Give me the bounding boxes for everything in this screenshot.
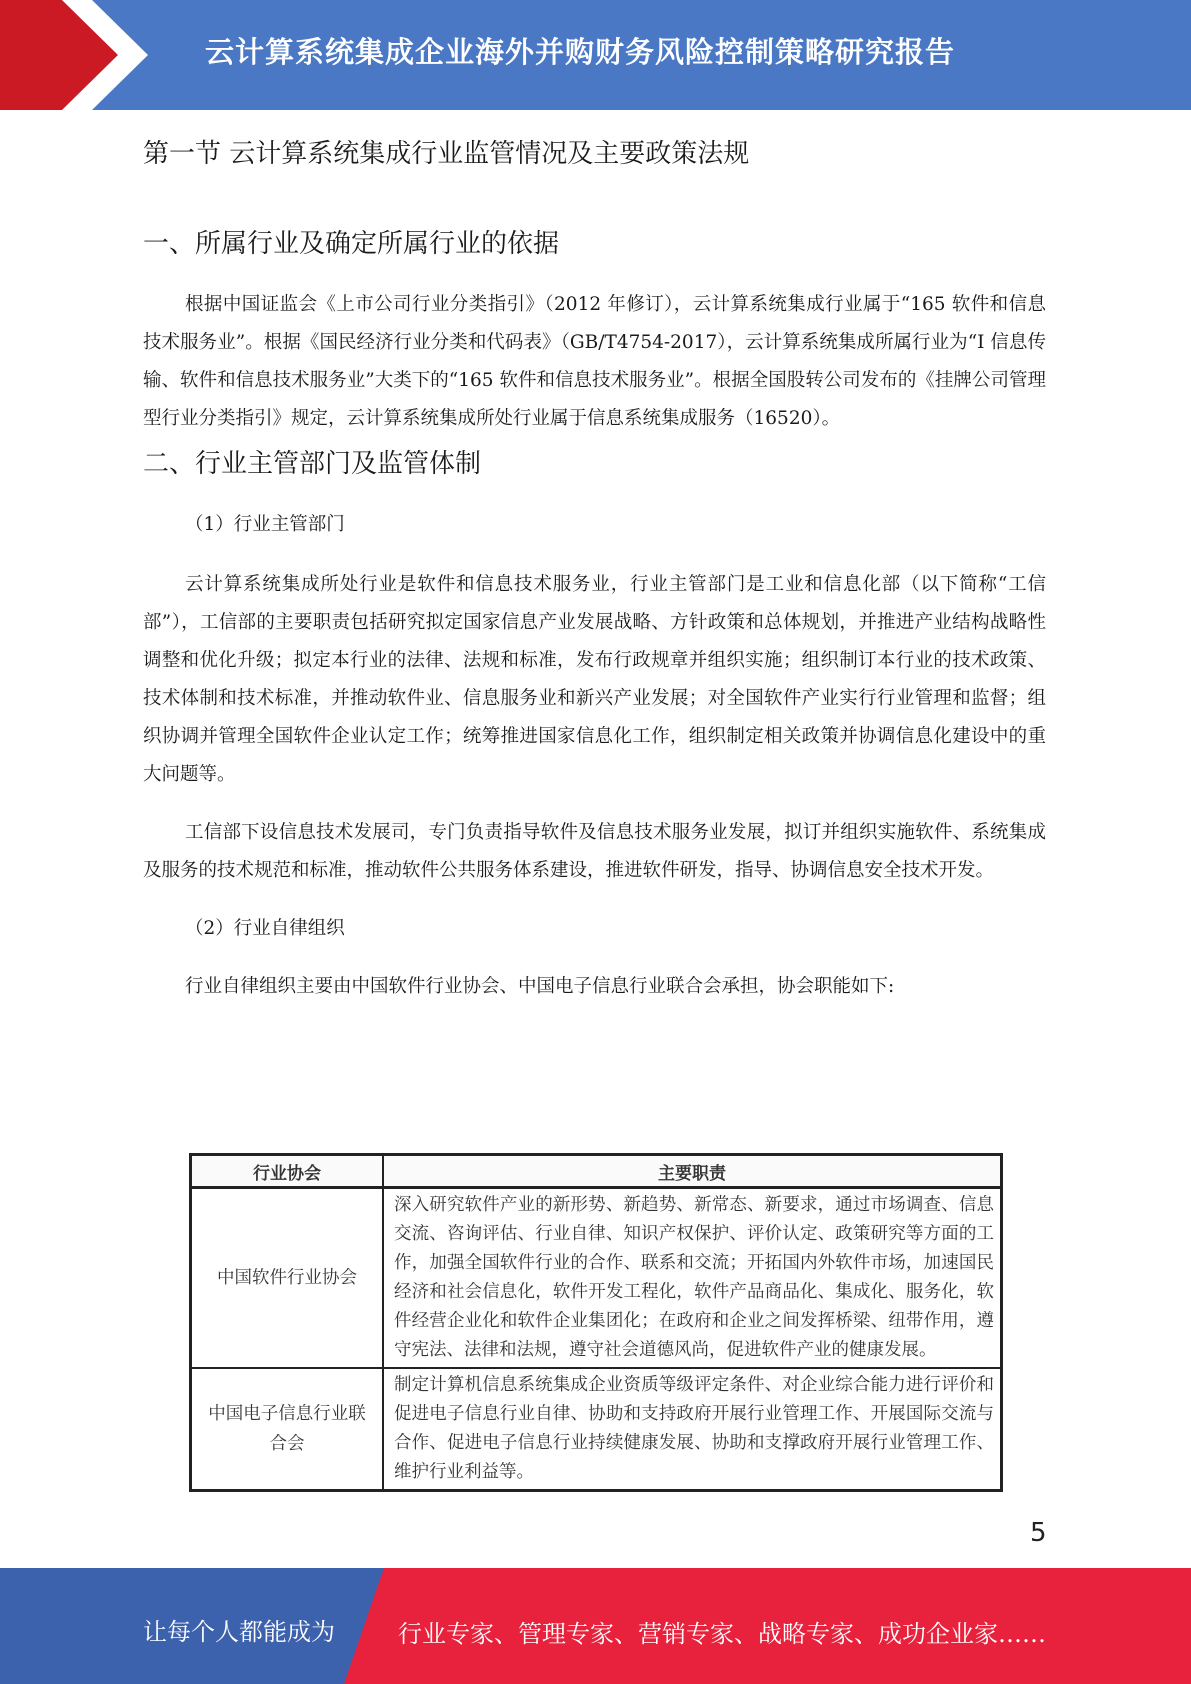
- table-header-row: [191, 1155, 1002, 1188]
- paragraph-authority: 云计算系统集成所处行业是软件和信息技术服务业，行业主管部门是工业和信息化部（以下简称“工信部”），工信部的主要职责包括研究拟定国家信息产业发展战略、方针政策和总体规划，并推进产业结构战略性调整和优化升级；拟定本行业的法律、法规和标准，发布行政规章并组织实施；组织制订本行业的技术政策、技术体制和技术标准，并推动软件业、信息服务业和新兴产业发展；对全国软件产业实行行业管理和监督；组织协调并管理全国软件企业认定工作；统筹推进国家信息化工作，组织制定相关政策并协调信息化建设中的重大问题等。: [143, 574, 1046, 785]
- report-title: 云计算系统集成企业海外并购财务风险控制策略研究报告: [205, 35, 956, 69]
- heading-part2: 二、行业主管部门及监管体制: [143, 449, 482, 479]
- footer-slogan-left: 让每个人都能成为: [143, 1618, 335, 1646]
- association-name: 中国软件行业协会: [191, 1188, 384, 1369]
- table-row: [191, 1188, 1002, 1369]
- paragraph-associations-intro: 行业自律组织主要由中国软件行业协会、中国电子信息行业联合会承担，协会职能如下:: [185, 976, 895, 997]
- paragraph-industry-basis: 根据中国证监会《上市公司行业分类指引》（2012 年修订），云计算系统集成行业属于“165 软件和信息技术服务业”。根据《国民经济行业分类和代码表》（GB/T4754-2017），云计算系统集成所属行业为“I 信息传输、软件和信息技术服务业”大类下的“165 软件和信息技术服务业”。根据全国股转公司发布的《挂牌公司管理型行业分类指引》规定，云计算系统集成所处行业属于信息系统集成服务（16520）。: [143, 294, 1046, 429]
- association-duty: 制定计算机信息系统集成企业资质等级评定条件、对企业综合能力进行评价和促进电子信息行业自律、协助和支持政府开展行业管理工作、开展国际交流与合作、促进电子信息行业持续健康发展、协助和支撑政府开展行业管理工作、维护行业利益等。: [383, 1368, 1002, 1491]
- subheading-self-regulatory: （2）行业自律组织: [185, 918, 345, 939]
- footer-slogan-right: 行业专家、管理专家、营销专家、战略专家、成功企业家……: [398, 1620, 1046, 1648]
- table-header-duties: 主要职责: [383, 1155, 1002, 1188]
- subheading-authority: （1）行业主管部门: [185, 514, 345, 535]
- section-title: 第一节 云计算系统集成行业监管情况及主要政策法规: [143, 139, 750, 169]
- heading-part1: 一、所属行业及确定所属行业的依据: [143, 229, 560, 259]
- document-body: [143, 130, 1046, 1006]
- association-name: 中国电子信息行业联合会: [191, 1368, 384, 1491]
- table-header-association: 行业协会: [191, 1155, 384, 1188]
- page-number: 5: [1030, 1518, 1047, 1548]
- table-row: [191, 1368, 1002, 1491]
- header-band: [0, 0, 1191, 110]
- paragraph-it-department: 工信部下设信息技术发展司，专门负责指导软件及信息技术服务业发展，拟订并组织实施软件、系统集成及服务的技术规范和标准，推动软件公共服务体系建设，推进软件研发，指导、协调信息安全技术开发。: [143, 822, 1046, 881]
- associations-table: [189, 1153, 1003, 1492]
- footer-band: [0, 1568, 1191, 1684]
- association-duty: 深入研究软件产业的新形势、新趋势、新常态、新要求，通过市场调查、信息交流、咨询评估、行业自律、知识产权保护、评价认定、政策研究等方面的工作，加强全国软件行业的合作、联系和交流；开拓国内外软件市场，加速国民经济和社会信息化，软件开发工程化，软件产品商品化、集成化、服务化，软件经营企业化和软件企业集团化；在政府和企业之间发挥桥梁、纽带作用，遵守宪法、法律和法规，遵守社会道德风尚，促进软件产业的健康发展。: [383, 1188, 1002, 1369]
